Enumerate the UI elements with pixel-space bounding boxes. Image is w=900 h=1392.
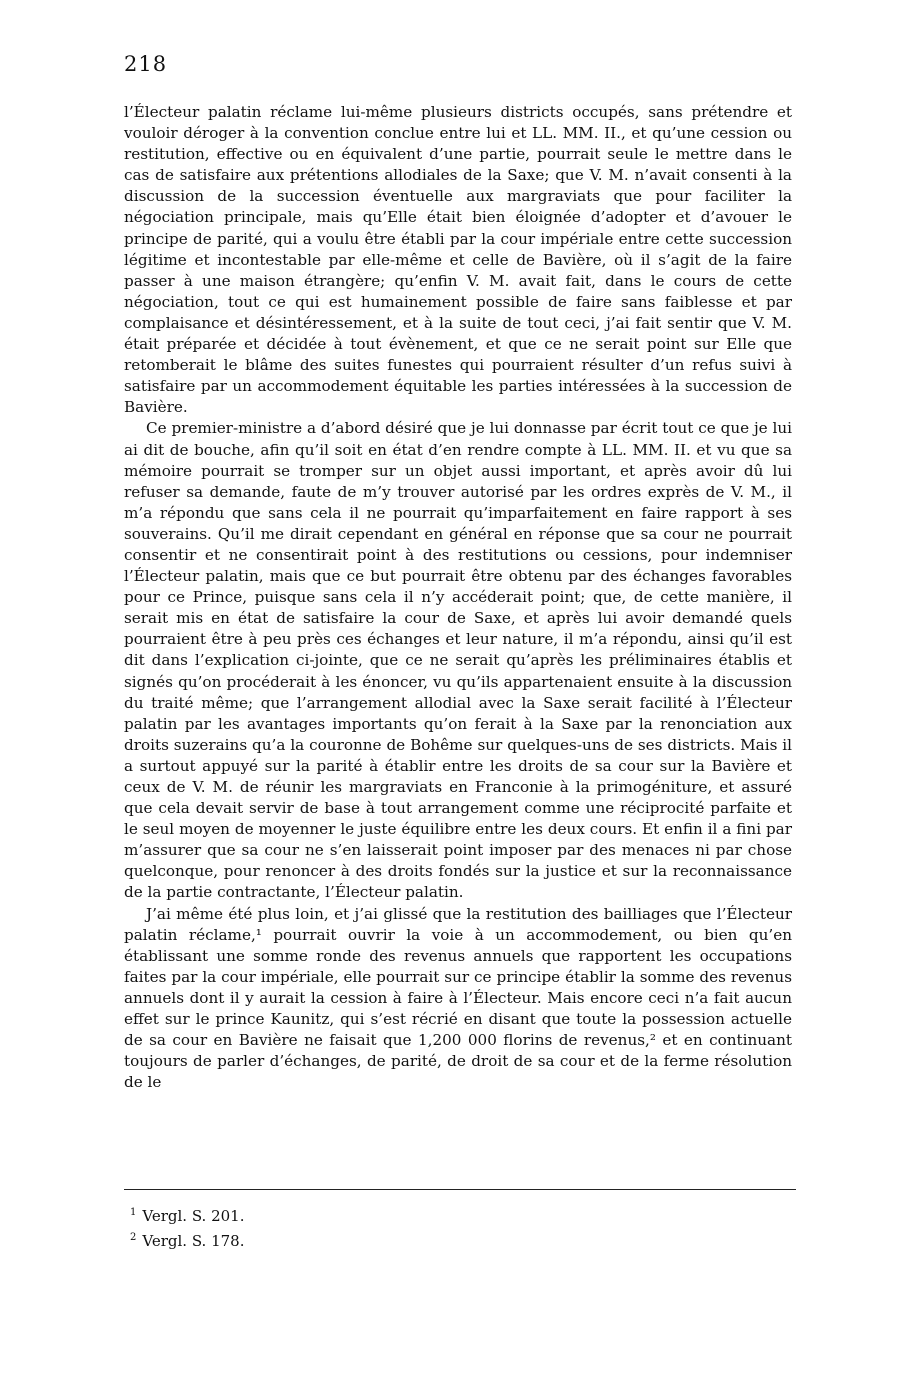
footnote-marker: 2: [130, 1232, 137, 1243]
footnote-marker: 1: [130, 1207, 137, 1218]
footnote-text: Vergl. S. 201.: [142, 1207, 245, 1225]
body-text: [124, 102, 792, 1093]
footnote: [130, 1202, 245, 1227]
footnote-divider: [124, 1189, 796, 1190]
footnote: [130, 1227, 245, 1252]
page-number: 218: [124, 52, 168, 76]
paragraph: Ce premier-ministre a d’abord désiré que je lui donnasse par écrit tout ce que je lui ai dit de bouche, afin qu’il soit en état d’en rendre compte à LL. MM. II. et vu que sa mémoire pourrait se tromper sur un objet aussi important, et après avoir dû lui refuser sa demande, faute de m’y trouver autorisé par les ordres exprès de V. M., il m’a répondu que sans cela il ne pourrait qu’imparfaitement en faire rapport à ses souverains. Qu’il me dirait cependant en général en réponse que sa cour ne pourrait consentir et ne consentirait point à des restitutions ou cessions, pour indemniser l’Électeur palatin, mais que ce but pourrait être obtenu par des échanges favorables pour ce Prince, puisque sans cela il n’y accéderait point; que, de cette manière, il serait mis en état de satisfaire la cour de Saxe, et après lui avoir demandé quels pourraient être à peu près ces échanges et leur nature, il m’a répondu, ainsi qu’il est dit dans l’explication ci-jointe, que ce ne serait qu’après les préliminaires établis et signés qu’on procéderait à les énoncer, vu qu’ils appartenaient ensuite à la discussion du traité même; que l’arrangement allodial avec la Saxe serait facilité à l’Électeur palatin par les avantages importants qu’on ferait à la Saxe par la renonciation aux droits suzerains qu’a la couronne de Bohême sur quelques-uns de ses districts. Mais il a surtout appuyé sur la parité à établir entre les droits de sa cour sur la Bavière et ceux de V. M. de réunir les margraviats en Franconie à la primogéniture, et assuré que cela devait servir de base à tout arrangement comme une réciprocité parfaite et le seul moyen de moyenner le juste équilibre entre les deux cours. Et enfin il a fini par m’assurer que sa cour ne s’en laisserait point imposer par des menaces ni par chose quelconque, pour renoncer à des droits fondés sur la justice et sur la reconnaissance de la partie contractante, l’Électeur palatin.: [124, 419, 792, 902]
paragraph: l’Électeur palatin réclame lui-même plusieurs districts occupés, sans prétendre et vouloir déroger à la convention conclue entre lui et LL. MM. II., et qu’une cession ou restitution, effective ou en équivalent d’une partie, pourrait seule le mettre dans le cas de satisfaire aux prétentions allodiales de la Saxe; que V. M. n’avait consenti à la discussion de la succession éventuelle aux margraviats que pour faciliter la négociation principale, mais qu’Elle était bien éloignée d’adopter et d’avouer le principe de parité, qui a voulu être établi par la cour impériale entre cette succession légitime et incontestable par elle-même et celle de Bavière, où il s’agit de la faire passer à une maison étrangère; qu’enfin V. M. avait fait, dans le cours de cette négociation, tout ce qui est humainement possible de faire sans faiblesse et par complaisance et désintéressement, et à la suite de tout ceci, j’ai fait sentir que V. M. était préparée et décidée à tout évènement, et que ce ne serait point sur Elle que retomberait le blâme des suites funestes qui pourraient résulter d’un refus suivi à satisfaire par un accommodement équitable les parties intéressées à la succession de Bavière.: [124, 103, 792, 417]
paragraph: J’ai même été plus loin, et j’ai glissé que la restitution des bailliages que l’Électeur palatin réclame,¹ pourrait ouvrir la voie à un accommodement, ou bien qu’en établissant une somme ronde des revenus annuels que rapportent les occupations faites par la cour impériale, elle pourrait sur ce principe établir la somme des revenus annuels dont il y aurait la cession à faire à l’Électeur. Mais encore ceci n’a fait aucun effet sur le prince Kaunitz, qui s’est récrié en disant que toute la possession actuelle de sa cour en Bavière ne faisait que 1,200 000 florins de revenus,² et en continuant toujours de parler d’échanges, de parité, de droit de sa cour et de la ferme résolution de le: [124, 904, 792, 1092]
footnote-text: Vergl. S. 178.: [142, 1232, 245, 1250]
footnotes: [130, 1202, 245, 1252]
